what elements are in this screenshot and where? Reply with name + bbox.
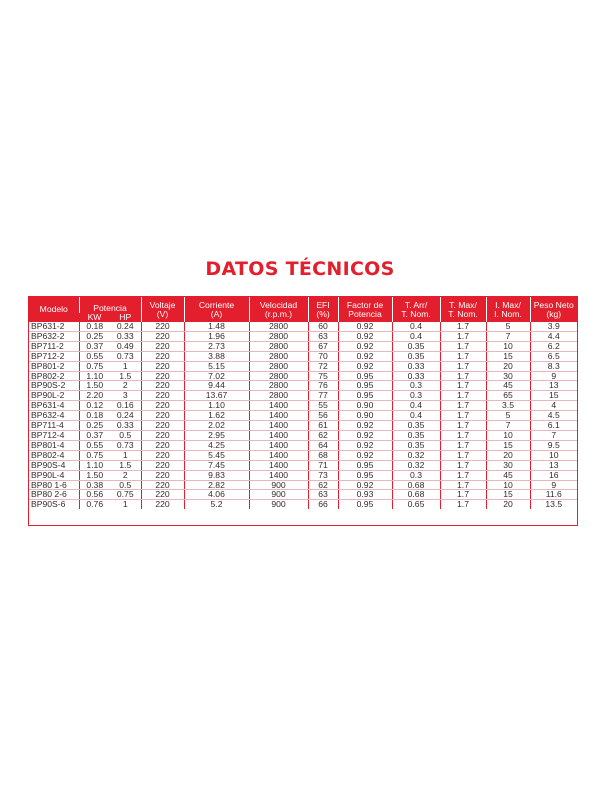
cell-voltaje: 220 [141,421,184,431]
cell-modelo: BP90S-2 [29,381,79,391]
cell-i-max: 20 [486,500,530,509]
cell-corriente: 1.96 [184,331,249,341]
cell-peso-neto: 9.5 [530,440,577,450]
header-t-arr: T. Arr/ T. Nom. [392,297,440,322]
cell-peso-neto: 6.1 [530,421,577,431]
cell-kw: 0.25 [79,331,110,341]
cell-hp: 0.24 [110,322,141,331]
cell-hp: 0.73 [110,440,141,450]
table-row [29,450,577,460]
table-row [29,500,577,509]
table-row [29,421,577,431]
cell-corriente: 2.95 [184,430,249,440]
cell-efi: 60 [308,322,338,331]
cell-efi: 55 [308,401,338,411]
cell-velocidad: 1400 [249,421,308,431]
cell-velocidad: 2800 [249,351,308,361]
cell-t-max: 1.7 [440,331,486,341]
cell-kw: 0.18 [79,322,110,331]
cell-i-max: 65 [486,391,530,401]
header-voltaje: Voltaje (V) [141,297,184,322]
cell-kw: 0.55 [79,440,110,450]
cell-velocidad: 900 [249,500,308,509]
cell-efi: 68 [308,450,338,460]
cell-corriente: 1.48 [184,322,249,331]
cell-peso-neto: 13.5 [530,500,577,509]
cell-modelo: BP90L-4 [29,470,79,480]
cell-modelo: BP631-4 [29,401,79,411]
cell-voltaje: 220 [141,430,184,440]
cell-efi: 67 [308,341,338,351]
cell-t-max: 1.7 [440,460,486,470]
table-row [29,480,577,490]
cell-hp: 3 [110,391,141,401]
header-hp: HP [110,313,141,322]
cell-t-arr: 0.32 [392,450,440,460]
cell-t-arr: 0.4 [392,331,440,341]
cell-velocidad: 2800 [249,361,308,371]
header-potencia: Potencia [79,297,141,313]
cell-t-arr: 0.4 [392,411,440,421]
table-row [29,470,577,480]
cell-voltaje: 220 [141,341,184,351]
cell-peso-neto: 7 [530,430,577,440]
cell-peso-neto: 9 [530,371,577,381]
cell-voltaje: 220 [141,460,184,470]
cell-modelo: BP802-4 [29,450,79,460]
cell-hp: 2 [110,470,141,480]
cell-voltaje: 220 [141,480,184,490]
cell-hp: 0.33 [110,331,141,341]
cell-i-max: 10 [486,341,530,351]
cell-velocidad: 2800 [249,322,308,331]
cell-voltaje: 220 [141,490,184,500]
cell-efi: 61 [308,421,338,431]
cell-velocidad: 900 [249,490,308,500]
cell-corriente: 7.02 [184,371,249,381]
cell-hp: 1.5 [110,460,141,470]
cell-velocidad: 2800 [249,381,308,391]
table-row [29,411,577,421]
cell-velocidad: 1400 [249,411,308,421]
cell-velocidad: 900 [249,480,308,490]
header-efi: EFI (%) [308,297,338,322]
cell-t-arr: 0.4 [392,401,440,411]
cell-hp: 0.75 [110,490,141,500]
cell-modelo: BP631-2 [29,322,79,331]
cell-voltaje: 220 [141,371,184,381]
cell-peso-neto: 10 [530,450,577,460]
cell-hp: 1 [122,499,128,510]
cell-efi: 63 [308,490,338,500]
cell-factor-potencia: 0.90 [338,411,392,421]
cell-voltaje: 220 [141,411,184,421]
cell-i-max: 15 [486,490,530,500]
cell-t-arr: 0.33 [392,361,440,371]
cell-modelo: BP712-4 [29,430,79,440]
cell-t-max: 1.7 [440,351,486,361]
cell-factor-potencia: 0.92 [338,450,392,460]
cell-modelo: BP801-2 [29,361,79,371]
cell-peso-neto: 16 [530,470,577,480]
cell-velocidad: 2800 [249,341,308,351]
cell-factor-potencia: 0.95 [338,391,392,401]
table-row [29,371,577,381]
table-row [29,361,577,371]
cell-t-max: 1.7 [440,480,486,490]
cell-kw: 1.10 [79,371,110,381]
cell-efi: 56 [308,411,338,421]
cell-t-max: 1.7 [440,500,486,509]
table-row [29,391,577,401]
cell-efi: 71 [308,460,338,470]
cell-i-max: 3.5 [486,401,530,411]
cell-t-max: 1.7 [440,381,486,391]
table-row [29,341,577,351]
cell-kw: 0.76 [79,500,110,509]
cell-factor-potencia: 0.95 [338,371,392,381]
cell-factor-potencia: 0.95 [338,470,392,480]
cell-voltaje: 220 [141,401,184,411]
cell-velocidad: 1400 [249,440,308,450]
cell-kw: 1.50 [79,470,110,480]
cell-voltaje: 220 [141,322,184,331]
cell-hp: 0.5 [110,480,141,490]
cell-kw: 0.56 [79,490,110,500]
table-row [29,331,577,341]
cell-velocidad: 1400 [249,430,308,440]
cell-corriente: 4.25 [184,440,249,450]
table-body [29,322,577,509]
cell-peso-neto: 3.9 [530,322,577,331]
cell-peso-neto: 6.2 [530,341,577,351]
cell-t-arr: 0.68 [392,490,440,500]
cell-modelo: BP632-2 [29,331,79,341]
cell-t-max: 1.7 [440,341,486,351]
header-corriente: Corriente (A) [184,297,249,322]
cell-corriente: 5.45 [184,450,249,460]
cell-peso-neto: 13 [530,381,577,391]
cell-i-max: 7 [486,421,530,431]
cell-modelo: BP90S-6 [31,499,66,510]
cell-i-max: 20 [486,450,530,460]
cell-i-max: 20 [486,361,530,371]
cell-modelo: BP711-2 [29,341,79,351]
cell-t-arr: 0.3 [392,381,440,391]
cell-hp: 2 [110,381,141,391]
cell-voltaje: 220 [141,331,184,341]
table-row [29,401,577,411]
cell-velocidad: 2800 [249,371,308,381]
cell-peso-neto: 4.5 [530,411,577,421]
table-row [29,440,577,450]
cell-factor-potencia: 0.92 [338,361,392,371]
cell-kw: 2.20 [79,391,110,401]
table-row [29,351,577,361]
cell-t-max: 1.7 [440,440,486,450]
cell-factor-potencia: 0.95 [338,500,392,509]
header-factor-potencia: Factor de Potencia [338,297,392,322]
cell-corriente: 2.73 [184,341,249,351]
cell-factor-potencia: 0.95 [338,381,392,391]
cell-factor-potencia: 0.92 [338,351,392,361]
cell-modelo: BP632-4 [29,411,79,421]
cell-corriente: 7.45 [184,460,249,470]
cell-t-max: 1.7 [440,391,486,401]
cell-modelo: BP80 2-6 [29,490,79,500]
table-row [29,460,577,470]
cell-i-max: 45 [486,381,530,391]
cell-efi: 73 [308,470,338,480]
cell-kw: 0.75 [79,361,110,371]
table-row [29,430,577,440]
cell-hp: 1 [110,450,141,460]
cell-hp: 0.33 [110,421,141,431]
cell-t-arr: 0.35 [392,440,440,450]
cell-t-max: 1.7 [440,361,486,371]
cell-t-max: 1.7 [440,490,486,500]
cell-i-max: 30 [486,371,530,381]
cell-kw: 0.25 [79,421,110,431]
cell-t-max: 1.7 [440,322,486,331]
cell-peso-neto: 8.3 [530,361,577,371]
cell-t-arr: 0.3 [392,470,440,480]
cell-voltaje: 220 [141,381,184,391]
header-i-max: I. Max/ I. Nom. [486,297,530,322]
cell-factor-potencia: 0.92 [338,322,392,331]
cell-voltaje: 220 [141,351,184,361]
cell-t-max: 1.7 [440,421,486,431]
cell-corriente: 13.67 [184,391,249,401]
cell-t-arr: 0.68 [392,480,440,490]
cell-corriente: 1.62 [184,411,249,421]
cell-hp: 1.5 [110,371,141,381]
cell-i-max: 45 [486,470,530,480]
page-title: DATOS TÉCNICOS [205,258,395,280]
cell-peso-neto: 4.4 [530,331,577,341]
cell-i-max: 7 [486,331,530,341]
header-kw: KW [79,313,110,322]
cell-velocidad: 1400 [249,460,308,470]
cell-kw: 1.50 [79,381,110,391]
header-t-max: T. Max/ T. Nom. [440,297,486,322]
cell-t-arr: 0.35 [392,341,440,351]
cell-factor-potencia: 0.90 [338,401,392,411]
table-row [29,381,577,391]
cell-i-max: 10 [486,430,530,440]
cell-velocidad: 2800 [249,331,308,341]
cell-hp: 0.49 [110,341,141,351]
cell-modelo: BP712-2 [29,351,79,361]
cell-factor-potencia: 0.92 [338,331,392,341]
cell-factor-potencia: 0.92 [338,480,392,490]
cell-t-max: 1.7 [440,411,486,421]
cell-modelo: BP80 1-6 [29,480,79,490]
cell-efi: 62 [308,480,338,490]
cell-t-arr: 0.33 [392,371,440,381]
cell-t-max: 1.7 [440,371,486,381]
cell-kw: 0.75 [79,450,110,460]
cell-corriente: 9.44 [184,381,249,391]
cell-corriente: 5.2 [184,500,249,509]
cell-hp: 0.5 [110,430,141,440]
cell-t-arr: 0.35 [392,421,440,431]
cell-i-max: 15 [486,440,530,450]
cell-efi: 66 [308,500,338,509]
cell-i-max: 15 [486,351,530,361]
cell-t-arr: 0.32 [392,460,440,470]
cell-corriente: 9.83 [184,470,249,480]
cell-factor-potencia: 0.92 [338,421,392,431]
cell-factor-potencia: 0.92 [338,440,392,450]
cell-peso-neto: 11.6 [530,490,577,500]
cell-peso-neto: 6.5 [530,351,577,361]
cell-velocidad: 1400 [249,401,308,411]
cell-kw: 0.18 [79,411,110,421]
cell-efi: 76 [308,381,338,391]
cell-t-arr: 0.4 [392,322,440,331]
cell-hp: 0.73 [110,351,141,361]
cell-factor-potencia: 0.95 [338,460,392,470]
cell-efi: 64 [308,440,338,450]
cell-t-arr: 0.35 [392,430,440,440]
cell-factor-potencia: 0.92 [338,430,392,440]
cell-modelo: BP90L-2 [29,391,79,401]
cell-voltaje: 220 [141,450,184,460]
cell-t-max: 1.7 [440,401,486,411]
cell-hp: 1 [110,361,141,371]
cell-modelo: BP711-4 [29,421,79,431]
cell-kw: 0.37 [79,430,110,440]
cell-corriente: 4.06 [184,490,249,500]
cell-t-arr: 0.35 [392,351,440,361]
cell-modelo: BP801-4 [29,440,79,450]
header-peso-neto: Peso Neto (kg) [530,297,577,322]
cell-voltaje: 220 [141,440,184,450]
cell-i-max: 5 [486,411,530,421]
header-velocidad: Velocidad (r.p.m.) [249,297,308,322]
cell-corriente: 3.88 [184,351,249,361]
cell-efi: 72 [308,361,338,371]
cell-factor-potencia: 0.92 [338,341,392,351]
cell-efi: 75 [308,371,338,381]
cell-efi: 77 [308,391,338,401]
cell-hp: 0.24 [110,411,141,421]
cell-efi: 62 [308,430,338,440]
cell-efi: 70 [308,351,338,361]
technical-data-table [29,297,577,509]
cell-corriente: 2.02 [184,421,249,431]
cell-i-max: 5 [486,322,530,331]
cell-t-arr: 0.65 [392,500,440,509]
cell-peso-neto: 13 [530,460,577,470]
cell-peso-neto: 4 [530,401,577,411]
cell-efi: 63 [308,331,338,341]
cell-hp: 0.16 [110,401,141,411]
cell-t-max: 1.7 [440,470,486,480]
cell-t-max: 1.7 [440,430,486,440]
cell-t-arr: 0.3 [392,391,440,401]
cell-corriente: 5.15 [184,361,249,371]
cell-corriente: 1.10 [184,401,249,411]
cell-voltaje: 220 [141,391,184,401]
cell-kw: 0.37 [79,341,110,351]
cell-kw: 0.38 [79,480,110,490]
cell-peso-neto: 15 [530,391,577,401]
table-row [29,490,577,500]
cell-kw: 0.12 [79,401,110,411]
cell-kw: 0.55 [79,351,110,361]
cell-i-max: 10 [486,480,530,490]
cell-velocidad: 2800 [249,391,308,401]
cell-factor-potencia: 0.93 [338,490,392,500]
header-modelo: Modelo [29,297,79,322]
cell-voltaje: 220 [141,500,184,509]
cell-voltaje: 220 [141,470,184,480]
cell-velocidad: 1400 [249,450,308,460]
cell-voltaje: 220 [141,361,184,371]
cell-kw: 1.10 [79,460,110,470]
table-row [29,322,577,331]
cell-peso-neto: 9 [530,480,577,490]
cell-t-max: 1.7 [440,450,486,460]
cell-velocidad: 1400 [249,470,308,480]
cell-modelo: BP90S-4 [29,460,79,470]
cell-modelo: BP802-2 [29,371,79,381]
cell-i-max: 30 [486,460,530,470]
cell-corriente: 2.82 [184,480,249,490]
